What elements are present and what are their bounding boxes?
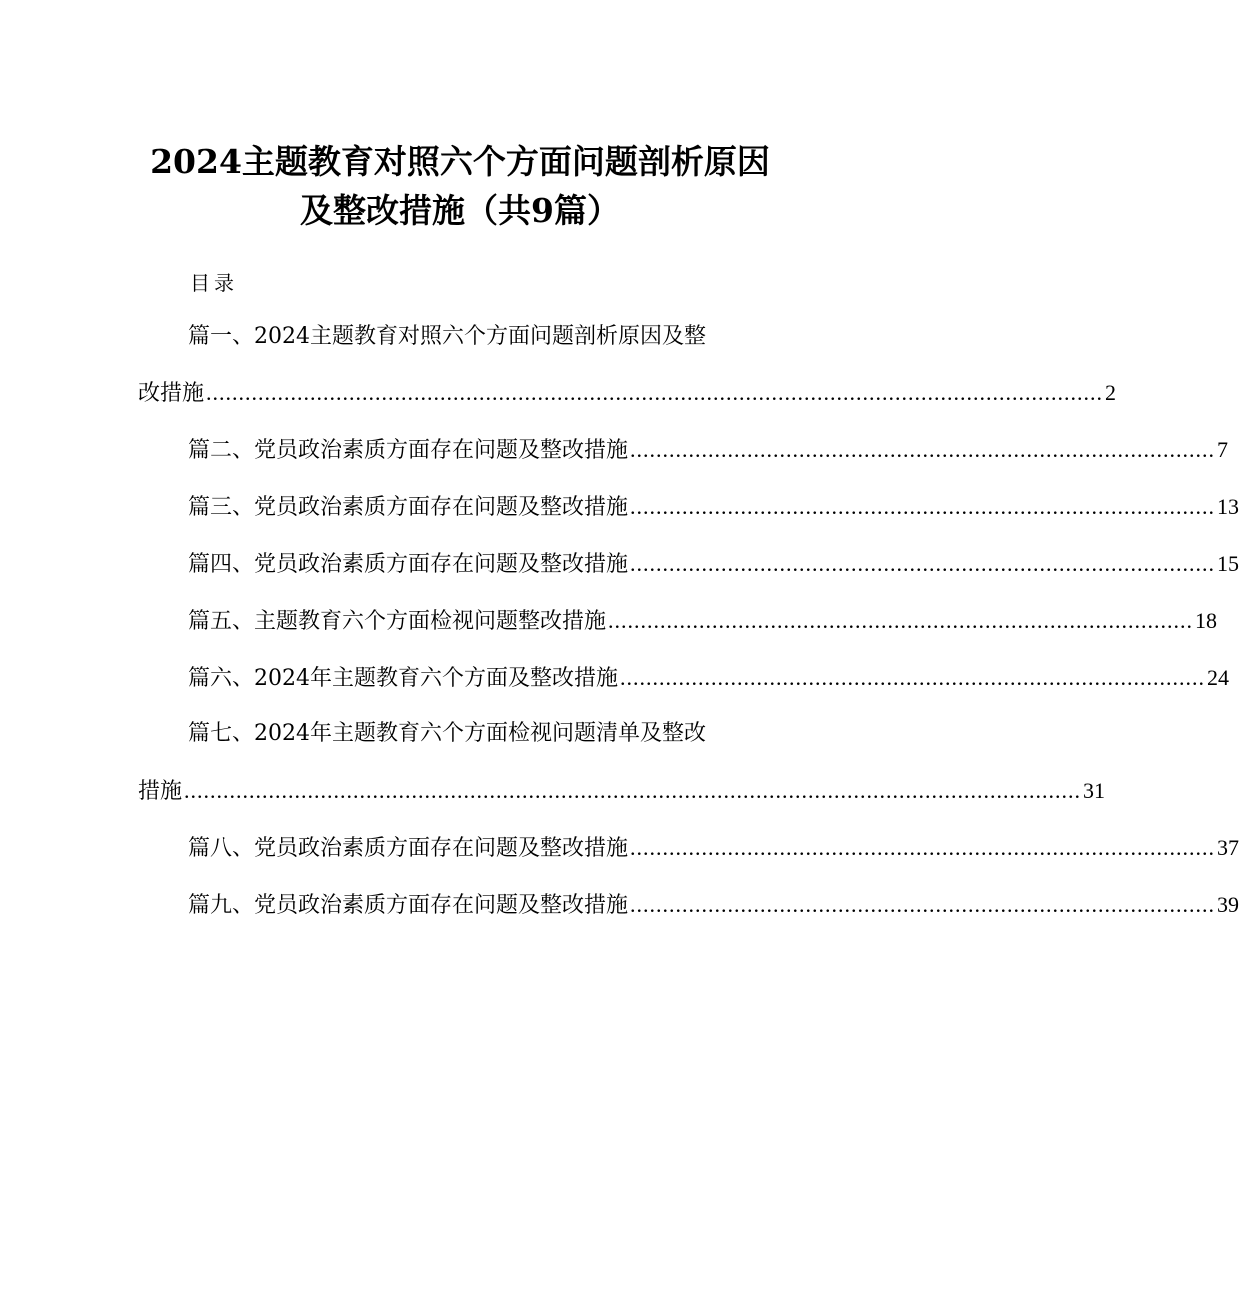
toc-entry-2[interactable] xyxy=(188,435,1229,466)
toc-entry-5-page: 18 xyxy=(1195,608,1218,633)
toc-entry-7-line-2: 措施 xyxy=(138,779,183,804)
toc-leader-dots: .......................................................................................... xyxy=(630,437,1216,462)
toc-entry-7-page: 31 xyxy=(1083,778,1106,803)
toc-entry-5[interactable] xyxy=(188,606,1218,637)
toc-entry-7-line-1[interactable]: 篇七、2024年主题教育六个方面检视问题清单及整改 xyxy=(188,721,706,746)
toc-entry-3-page: 13 xyxy=(1217,494,1239,519)
toc-entry-6-text: 篇六、2024年主题教育六个方面及整改措施 xyxy=(188,666,618,691)
document-title-line-2: 及整改措施（共9篇） xyxy=(300,191,620,230)
toc-leader-dots: .......................................................................................... xyxy=(630,892,1216,917)
toc-entry-7[interactable] xyxy=(138,776,1106,807)
toc-entry-6[interactable] xyxy=(188,663,1229,694)
toc-leader-dots: .......................................................................................... xyxy=(630,494,1216,519)
toc-entry-2-page: 7 xyxy=(1217,437,1229,462)
toc-entry-1-page: 2 xyxy=(1105,380,1117,405)
toc-leader-dots: .......................................................................................................................................... xyxy=(206,380,1104,405)
toc-entry-8-text: 篇八、党员政治素质方面存在问题及整改措施 xyxy=(188,836,629,861)
toc-leader-dots: .......................................................................................... xyxy=(630,551,1216,576)
toc-entry-8[interactable] xyxy=(188,833,1239,864)
toc-heading: 目录 xyxy=(190,271,238,295)
toc-entry-9-page: 39 xyxy=(1217,892,1239,917)
toc-entry-2-text: 篇二、党员政治素质方面存在问题及整改措施 xyxy=(188,438,629,463)
toc-leader-dots: .......................................................................................... xyxy=(630,835,1216,860)
toc-entry-3[interactable] xyxy=(188,492,1239,523)
toc-entry-4-page: 15 xyxy=(1217,551,1239,576)
toc-entry-4-text: 篇四、党员政治素质方面存在问题及整改措施 xyxy=(188,552,629,577)
toc-leader-dots: .......................................................................................... xyxy=(620,665,1205,690)
toc-entry-3-text: 篇三、党员政治素质方面存在问题及整改措施 xyxy=(188,495,629,520)
toc-entry-9-text: 篇九、党员政治素质方面存在问题及整改措施 xyxy=(188,893,629,918)
toc-entry-9[interactable] xyxy=(188,890,1239,921)
toc-leader-dots: .......................................................................................... xyxy=(608,608,1194,633)
toc-entry-5-text: 篇五、主题教育六个方面检视问题整改措施 xyxy=(188,609,607,634)
toc-entry-1-line-2: 改措施 xyxy=(138,381,205,406)
toc-entry-1-line-1[interactable]: 篇一、2024主题教育对照六个方面问题剖析原因及整 xyxy=(188,324,706,349)
document-title-line-1: 2024主题教育对照六个方面问题剖析原因 xyxy=(150,142,770,181)
toc-entry-6-page: 24 xyxy=(1207,665,1229,690)
toc-entry-8-page: 37 xyxy=(1217,835,1239,860)
toc-leader-dots: .......................................................................................................................................... xyxy=(184,778,1082,803)
toc-entry-1[interactable] xyxy=(138,378,1117,409)
toc-entry-4[interactable] xyxy=(188,549,1239,580)
